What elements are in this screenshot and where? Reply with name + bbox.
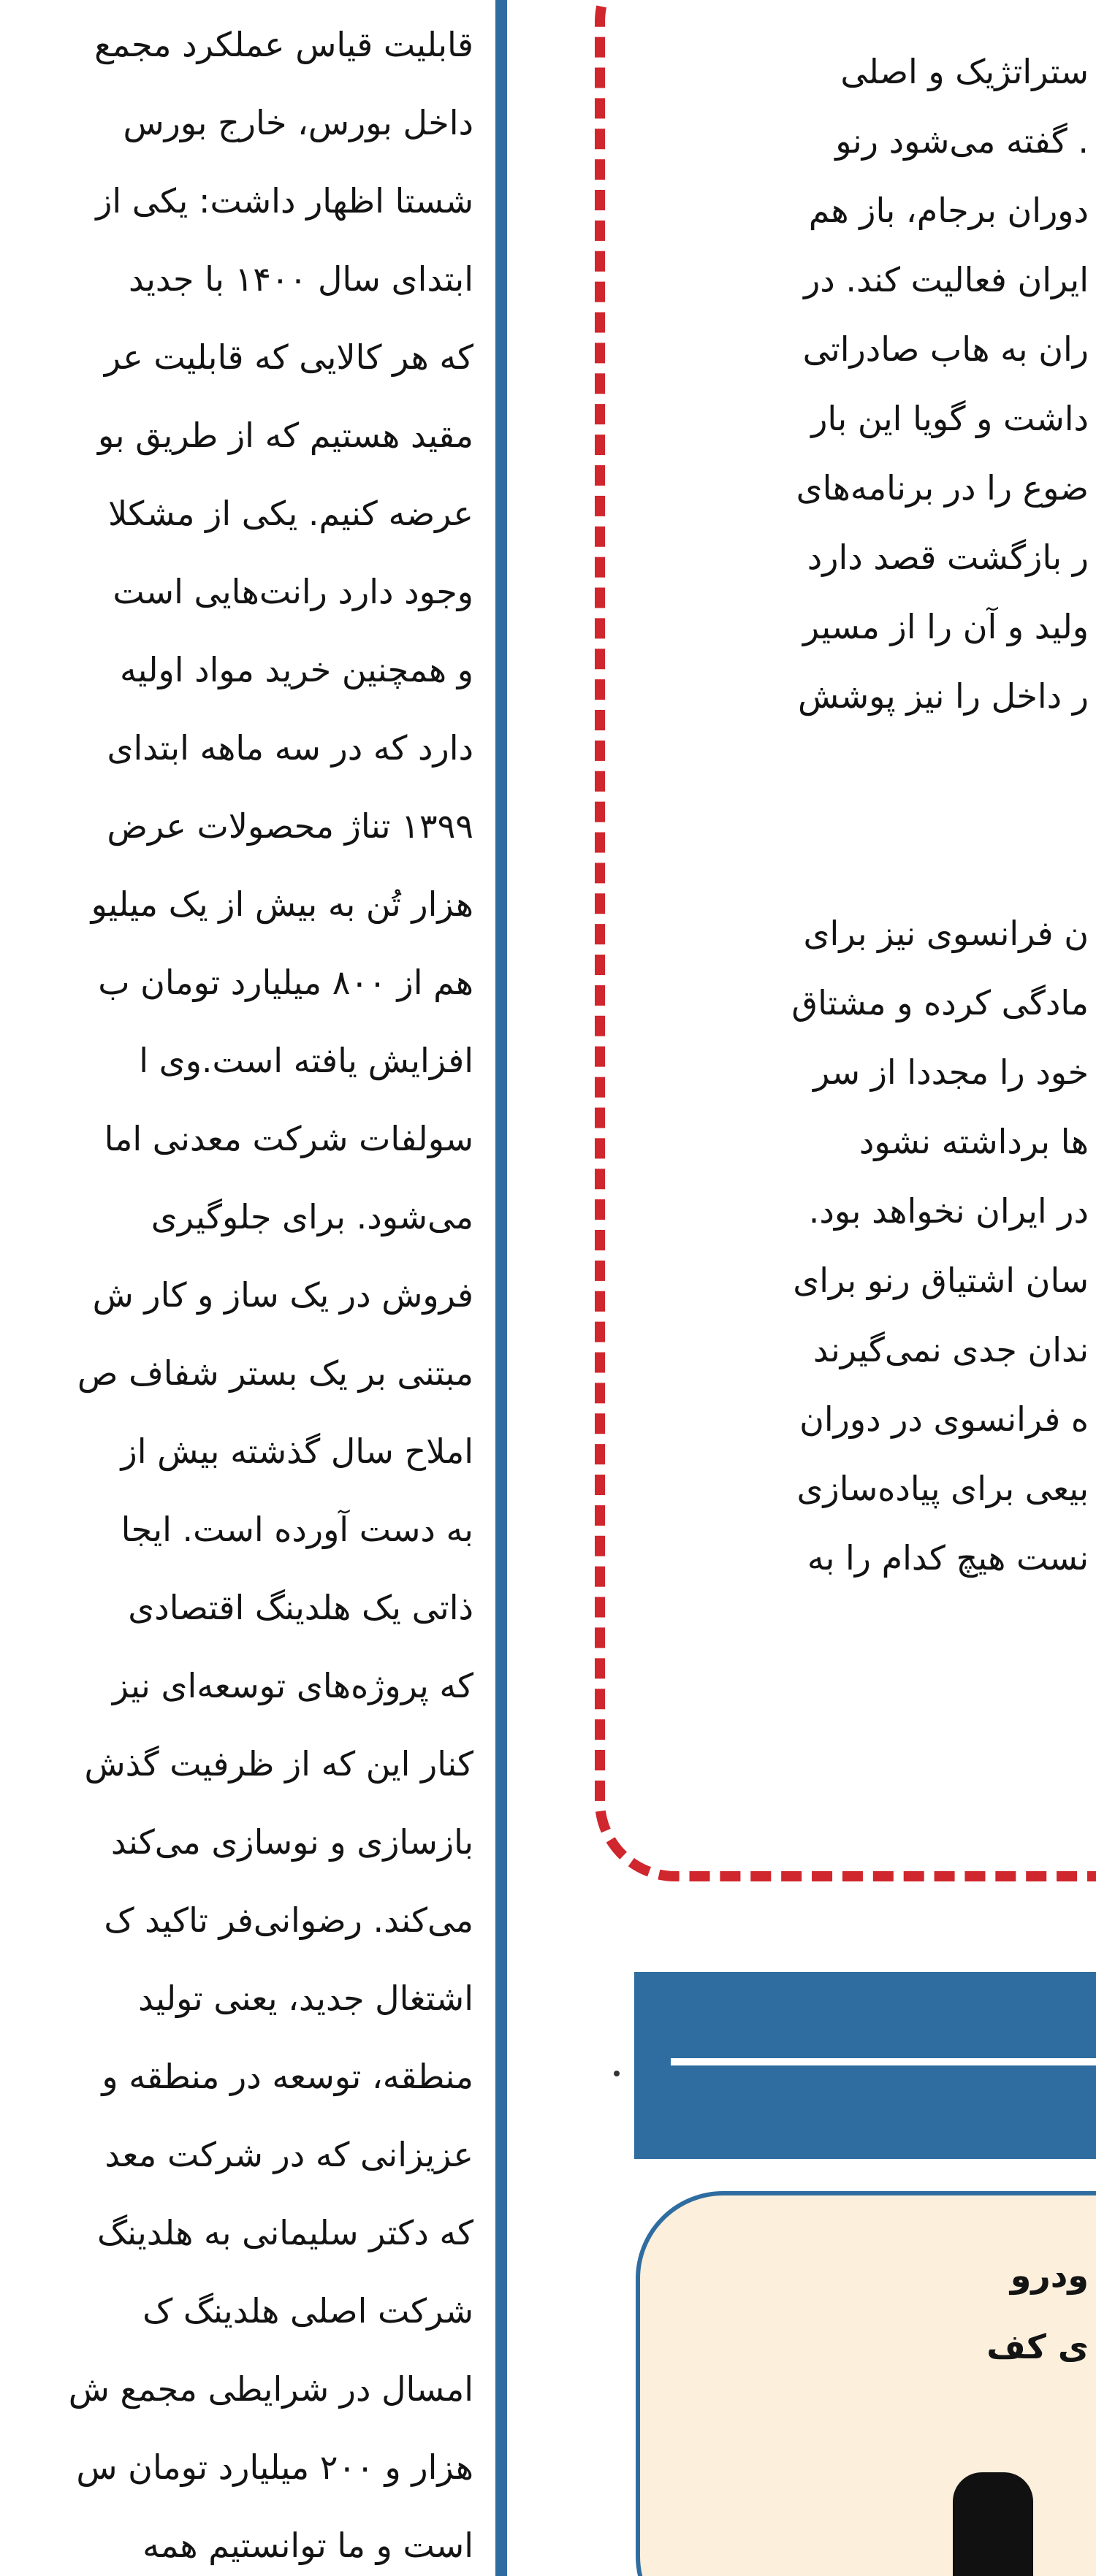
- text-line: که دکتر سلیمانی به هلدینگ: [96, 2213, 473, 2252]
- text-line: ضوع را در برنامه‌های: [796, 468, 1089, 508]
- text-line: به دست آورده است. ایجا: [121, 1510, 473, 1549]
- right-article-area: [507, 0, 1096, 2576]
- text-line: شرکت اصلی هلدینگ ک: [142, 2291, 473, 2331]
- text-line: مبتنی بر یک بستر شفاف ص: [77, 1353, 473, 1393]
- text-line: عرضه کنیم. یکی از مشکلا: [107, 494, 473, 533]
- section-banner: [634, 1972, 1096, 2159]
- text-line: هزار و ۲۰۰ میلیارد تومان س: [76, 2447, 473, 2487]
- text-line: هزار تُن به بیش از یک میلیو: [91, 884, 473, 924]
- column-divider-rule: [495, 0, 507, 2576]
- text-line: قابلیت قیاس عملکرد مجمع: [94, 25, 473, 64]
- text-line: سان اشتیاق رنو برای: [793, 1261, 1089, 1300]
- text-line: کنار این که از ظرفیت گذش: [84, 1744, 473, 1784]
- text-line: عزیزانی که در شرکت معد: [104, 2135, 473, 2174]
- text-line: ه فرانسوی در دوران: [799, 1399, 1089, 1439]
- text-line: ستراتژیک و اصلی: [840, 52, 1089, 91]
- text-line: بازسازی و نوسازی می‌کند: [110, 1822, 473, 1862]
- text-line: بیعی برای پیاده‌سازی: [796, 1469, 1089, 1508]
- text-line: دارد که در سه ماهه ابتدای: [107, 728, 473, 768]
- text-line: املاح سال گذشته بیش از: [121, 1432, 473, 1471]
- bullet-dot: [614, 2071, 620, 2076]
- text-line: ر داخل را نیز پوشش: [797, 676, 1089, 716]
- text-line: ولید و آن را از مسیر: [802, 607, 1089, 646]
- text-line: فروش در یک ساز و کار ش: [92, 1275, 473, 1315]
- banner-rule: [671, 2058, 1096, 2065]
- text-line: شستا اظهار داشت: یکی از: [96, 181, 473, 221]
- left-article-column: [0, 0, 482, 2576]
- text-line: که هر کالایی که قابلیت عر: [104, 337, 473, 377]
- text-line: می‌کند. رضوانی‌فر تاکید ک: [104, 1900, 473, 1940]
- text-line: خود را مجددا از سر: [813, 1052, 1089, 1092]
- text-line: داشت و گویا این بار: [811, 399, 1089, 438]
- news-headline: ی کف: [986, 2327, 1089, 2366]
- news-kicker: ودرو: [1010, 2255, 1089, 2295]
- text-line: در ایران نخواهد بود.: [808, 1191, 1089, 1231]
- text-line: داخل بورس، خارج بورس: [123, 103, 473, 142]
- text-line: ابتدای سال ۱۴۰۰ با جدید: [128, 259, 473, 299]
- text-line: وجود دارد رانت‌هایی است: [113, 572, 473, 611]
- text-line: ندان جدی نمی‌گیرند: [813, 1330, 1089, 1369]
- text-line: افزایش یافته است.وی ا: [139, 1041, 473, 1080]
- text-line: . گفته می‌شود رنو: [835, 121, 1089, 161]
- text-line: ها برداشته نشود: [859, 1122, 1089, 1161]
- text-line: هم از ۸۰۰ میلیارد تومان ب: [98, 963, 473, 1002]
- text-line: اشتغال جدید، یعنی تولید: [138, 1979, 473, 2018]
- text-line: دوران برجام، باز هم: [808, 191, 1089, 230]
- text-line: منطقه، توسعه در منطقه و: [102, 2057, 473, 2096]
- text-line: و همچنین خرید مواد اولیه: [119, 650, 473, 689]
- text-line: نست هیچ کدام را به: [807, 1538, 1089, 1578]
- text-line: ن فرانسوی نیز برای: [803, 914, 1089, 953]
- text-line: ر بازگشت قصد دارد: [807, 538, 1089, 577]
- text-line: است و ما توانستیم همه: [142, 2526, 473, 2565]
- text-line: مقید هستیم که از طریق بو: [98, 416, 473, 455]
- text-line: امسال در شرایطی مجمع ش: [68, 2369, 473, 2409]
- headline-glyph-fragment: [953, 2472, 1033, 2576]
- text-line: می‌شود. برای جلوگیری: [151, 1197, 473, 1237]
- text-line: ذاتی یک هلدینگ اقتصادی: [128, 1588, 473, 1627]
- text-line: ایران فعالیت کند. در: [804, 260, 1089, 299]
- text-line: مادگی کرده و مشتاق: [791, 983, 1089, 1023]
- text-line: سولفات شرکت معدنی اما: [104, 1119, 473, 1158]
- text-line: که پروژه‌های توسعه‌ای نیز: [112, 1666, 473, 1705]
- text-line: ۱۳۹۹ تناژ محصولات عرض: [107, 806, 473, 846]
- text-line: ران به هاب صادراتی: [802, 329, 1089, 369]
